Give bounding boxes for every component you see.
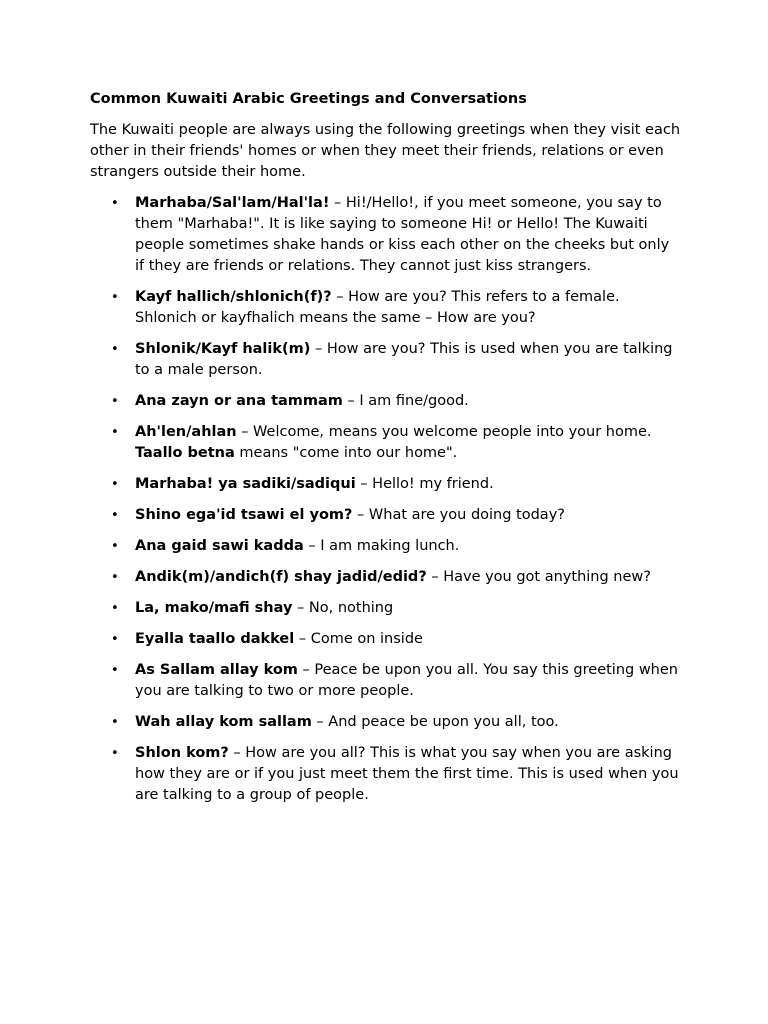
list-item: [90, 391, 682, 412]
greeting-meaning: – How are you? This refers to a female. Shlonich or kayfhalich means the same – How are you?: [135, 289, 620, 326]
list-item: [90, 505, 682, 526]
list-item: [90, 422, 682, 464]
greeting-meaning: – And peace be upon you all, too.: [311, 714, 559, 730]
bullet-icon: •: [111, 342, 119, 357]
list-item: [90, 287, 682, 329]
greeting-term: Wah allay kom sallam: [135, 714, 312, 730]
greeting-meaning: – Peace be upon you all. You say this greeting when you are talking to two or more people.: [135, 662, 678, 699]
list-item: [90, 339, 682, 381]
bullet-icon: •: [111, 508, 119, 523]
list-item: [90, 743, 682, 806]
list-item: [90, 567, 682, 588]
greeting-term: Ah'len/ahlan: [135, 424, 237, 440]
greeting-meaning: – What are you doing today?: [352, 507, 565, 523]
greeting-term: Ana gaid sawi kadda: [135, 538, 304, 554]
document-title: Common Kuwaiti Arabic Greetings and Conversations: [90, 91, 527, 107]
greeting-term: Ana zayn or ana tammam: [135, 393, 343, 409]
bullet-icon: •: [111, 715, 119, 730]
greeting-meaning: – How are you all? This is what you say when you are asking how they are or if you just meet them the first time. This is used when you are talking to a group of people.: [135, 745, 679, 803]
greeting-term: Shlon kom?: [135, 745, 229, 761]
greeting-meaning: – I am fine/good.: [342, 393, 469, 409]
greeting-meaning: means "come into our home".: [234, 445, 458, 461]
list-item: [90, 474, 682, 495]
bullet-icon: •: [111, 632, 119, 647]
intro-paragraph: The Kuwaiti people are always using the following greetings when they visit each other in their friends' homes or when they meet their friends, relations or even strangers outside their home.: [90, 122, 681, 180]
greeting-meaning: – Hello! my friend.: [355, 476, 494, 492]
greetings-list: [90, 193, 682, 806]
document-page: [90, 89, 682, 816]
list-item: [90, 712, 682, 733]
greeting-meaning: – Hi!/Hello!, if you meet someone, you say to them "Marhaba!". It is like saying to someone Hi! or Hello! The Kuwaiti people sometimes shake hands or kiss each other on the cheeks but only if they are friends or relations. They cannot just kiss strangers.: [135, 195, 670, 274]
bullet-icon: •: [111, 663, 119, 678]
list-item: [90, 660, 682, 702]
bullet-icon: •: [111, 290, 119, 305]
bullet-icon: •: [111, 425, 119, 440]
greeting-term: Marhaba! ya sadiki/sadiqui: [135, 476, 356, 492]
bullet-icon: •: [111, 394, 119, 409]
greeting-meaning: – Come on inside: [294, 631, 423, 647]
greeting-term: Andik(m)/andich(f) shay jadid/edid?: [135, 569, 427, 585]
greeting-term: Marhaba/Sal'lam/Hal'la!: [135, 195, 330, 211]
greeting-meaning: – How are you? This is used when you are talking to a male person.: [135, 341, 673, 378]
bullet-icon: •: [111, 539, 119, 554]
greeting-term: Shino ega'id tsawi el yom?: [135, 507, 353, 523]
greeting-term: Eyalla taallo dakkel: [135, 631, 295, 647]
list-item: [90, 629, 682, 650]
bullet-icon: •: [111, 477, 119, 492]
bullet-icon: •: [111, 746, 119, 761]
greeting-term: La, mako/mafi shay: [135, 600, 293, 616]
list-item: [90, 598, 682, 619]
list-item: [90, 536, 682, 557]
greeting-term: As Sallam allay kom: [135, 662, 298, 678]
bullet-icon: •: [111, 570, 119, 585]
greeting-term: Kayf hallich/shlonich(f)?: [135, 289, 332, 305]
greeting-term: Shlonik/Kayf halik(m): [135, 341, 311, 357]
greeting-meaning: – I am making lunch.: [303, 538, 460, 554]
greeting-meaning: – Have you got anything new?: [426, 569, 651, 585]
list-item: [90, 193, 682, 277]
bullet-icon: •: [111, 601, 119, 616]
bullet-icon: •: [111, 196, 119, 211]
greeting-meaning: – No, nothing: [292, 600, 394, 616]
greeting-term: Taallo betna: [135, 445, 235, 461]
greeting-meaning: – Welcome, means you welcome people into your home.: [236, 424, 652, 440]
